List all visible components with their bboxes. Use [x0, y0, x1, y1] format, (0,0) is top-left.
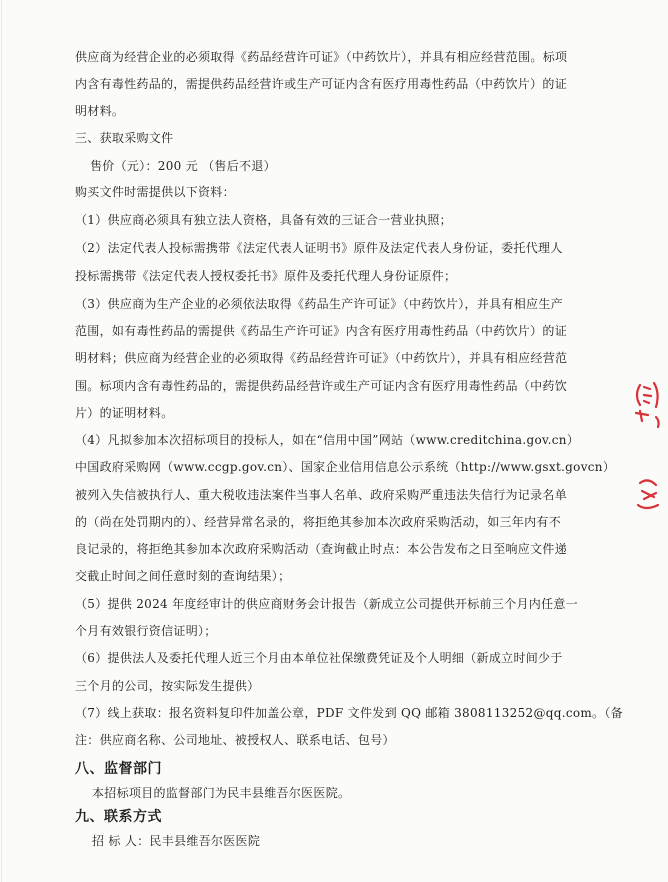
list-item-5: （5）提供 2024 年度经审计的供应商财务会计报告（新成立公司提供开标前三个月内任意一	[75, 597, 579, 611]
red-seal-fragment	[630, 365, 668, 565]
list-item-4-cont: 中国政府采购网（www.ccgp.gov.cn）、国家企业信用信息公示系统（http://www.gsxt.govcn）	[75, 460, 616, 474]
seal-mark	[638, 480, 658, 508]
list-item-3: （3）供应商为生产企业的必须依法取得《药品生产许可证》（中药饮片），并具有相应生产	[75, 297, 563, 311]
list-item-7: （7）线上获取：报名资料复印件加盖公章，PDF 文件发到 QQ 邮箱 3808113252@qq.com。（备	[75, 706, 623, 720]
paragraph-line: 内含有毒性药品的，需提供药品经营许或生产可证内含有医疗用毒性药品（中药饮片）的证	[75, 77, 568, 91]
list-item-3-cont: 片）的证明材料。	[75, 406, 174, 420]
paragraph-line: 明材料。	[75, 104, 125, 118]
list-item-6-cont: 三个月的公司，按实际发生提供）	[75, 679, 260, 693]
list-item-3-cont: 围。标项内含有毒性药品的，需提供药品经营许或生产可证内含有医疗用毒性药品（中药饮	[75, 379, 568, 393]
list-item-1: （1）供应商必须具有独立法人资格，具备有效的三证合一营业执照；	[75, 213, 452, 227]
price-line: 售价（元）：200 元 （售后不退）	[90, 159, 276, 173]
list-item-7-cont: 注：供应商名称、公司地址、被授权人、联系电话、包号）	[75, 733, 395, 747]
seal-mark	[636, 383, 659, 427]
section-9-heading: 九、联系方式	[75, 809, 162, 825]
paragraph-line: 购买文件时需提供以下资料：	[75, 185, 235, 199]
list-item-4: （4）凡拟参加本次招标项目的投标人，如在“信用中国”网站（www.creditchina.gov.cn）	[75, 433, 580, 447]
section-9-body: 招 标 人：民丰县维吾尔医医院	[92, 834, 261, 848]
list-item-6: （6）提供法人及委托代理人近三个月由本单位社保缴费凭证及个人明细（新成立时间少于	[75, 651, 563, 665]
list-item-4-cont: 被列入失信被执行人、重大税收违法案件当事人名单、政府采购严重违法失信行为记录名单	[75, 488, 568, 502]
paragraph-line: 供应商为经营企业的必须取得《药品经营许可证》（中药饮片），并具有相应经营范围。标项	[75, 50, 568, 64]
list-item-3-cont: 明材料；供应商为经营企业的必须取得《药品经营许可证》（中药饮片），并具有相应经营范	[75, 351, 568, 365]
scan-edge-left	[1, 0, 2, 882]
list-item-4-cont: 的（尚在处罚期内的）、经营异常名录的，将拒绝其参加本次政府采购活动，如三年内有不	[75, 515, 562, 529]
list-item-2-cont: 投标需携带《法定代表人授权委托书》原件及委托代理人身份证原件；	[75, 269, 457, 283]
list-item-4-cont: 交截止时间之间任意时刻的查询结果）；	[75, 569, 291, 583]
section-8-heading: 八、监督部门	[75, 761, 162, 777]
list-item-3-cont: 范围，如有毒性药品的需提供《药品生产许可证》内含有医疗用毒性药品（中药饮片）的证	[75, 324, 568, 338]
section-3-heading: 三、获取采购文件	[75, 131, 174, 145]
list-item-5-cont: 个月有效银行资信证明）；	[75, 624, 217, 638]
section-8-body: 本招标项目的监督部门为民丰县维吾尔医医院。	[92, 786, 351, 800]
list-item-4-cont: 良记录的，将拒绝其参加本次政府采购活动（查询截止时点：本公告发布之日至响应文件递	[75, 542, 568, 556]
list-item-2: （2）法定代表人投标需携带《法定代表人证明书》原件及法定代表人身份证，委托代理人	[75, 241, 563, 255]
